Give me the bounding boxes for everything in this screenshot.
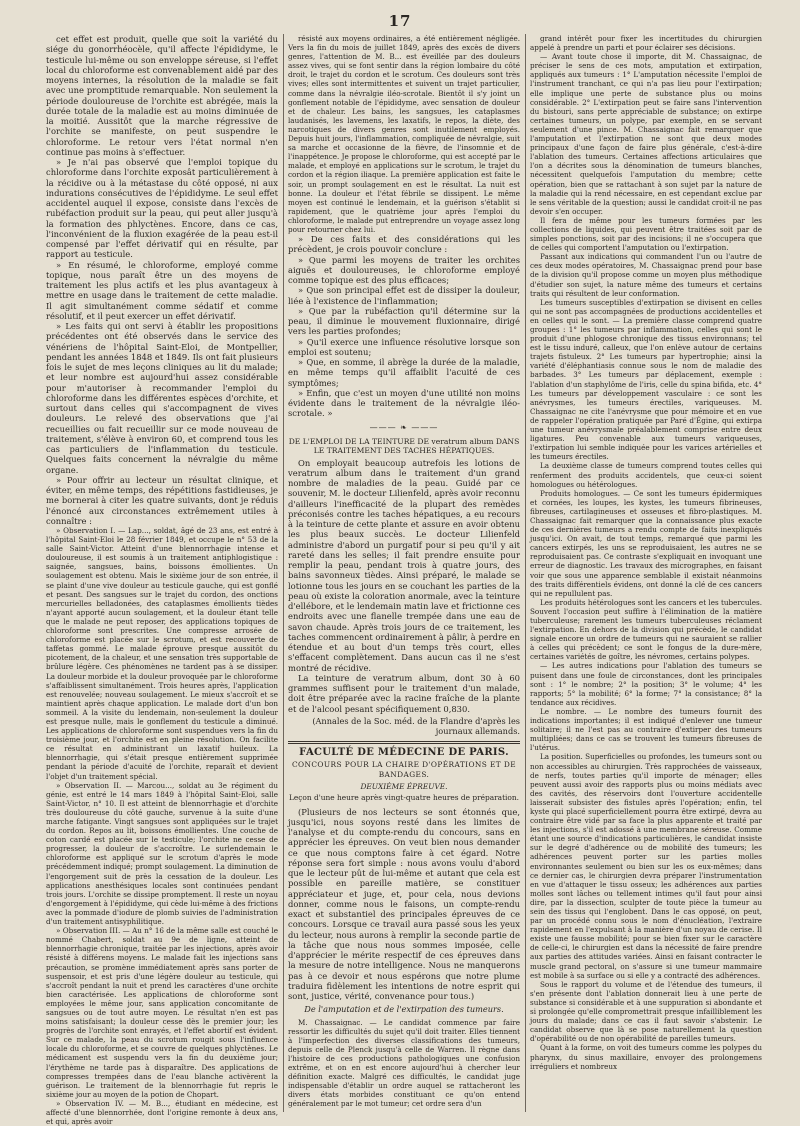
paragraph: On employait beaucoup autrefois les lotions de veratrum album dans le traitement d'un grand nombre de maladies de la peau. Guidé par ce souvenir, M. le docteur Lilienfeld, après avoir reconnu d'ailleurs l'inefficacité de la plupart des remèdes préconisés contre les taches hépatiques, a eu recours à la teinture de cette plante et assure en avoir obtenu les plus beaux succès. Le docteur Lilienfeld administre d'abord un purgatif pour si peu qu'il y ait rareté dans les selles; il fait prendre ensuite pour remplir la peau, pendant trois à quatre jours, des bains savonneux tièdes. Ainsi préparé, le malade se lotionne tous les jours en se couchant les parties de la peau où existe la coloration anormale, avec la teinture d'ellébore, et le lendemain matin lave et frictionne ces endroits avec une flanelle trempée dans une eau de savon chaude. Après trois jours de ce traitement, les taches commencent ordinairement à pâlir, à perdre en étendue et au bout d'un temps très court, elles s'effacent complètement. Dans aucun cas il ne s'est montré de récidive. <box>288 457 520 673</box>
paragraph: Le nombre. — Le nombre des tumeurs fournit des indications importantes; il est indiqué d'enlever une tumeur solitaire; il ne l'est pas au contraire d'extirper des tumeurs multipliées; dans ce cas se trouvent les tumeurs fibreuses de l'utérus. <box>530 706 762 753</box>
article-title: DE L'EMPLOI DE LA TEINTURE DE veratrum album DANS LE TRAITEMENT DES TACHES HÉPATIQUES. <box>288 436 520 456</box>
column-rule <box>283 34 284 1112</box>
subject-title: De l'amputation et de l'extirpation des tumeurs. <box>304 1004 504 1015</box>
column-2 <box>288 34 520 1112</box>
paragraph: Produits homologues. — Ce sont les tumeurs épidermiques et cornées, les loupes, les kystes, les tumeurs fibrineuses, fibreuses, cartilagineuses et osseuses et fibro-plastiques. M. Chassaignac fait remarquer que la connaissance plus exacte de ces dernières tumeurs a rendu compte de faits inexpliqués jusqu'ici. On avait, de tout temps, remarqué que parmi les cancers extirpés, les uns se reproduisaient, les autres ne se reproduisaient pas. Ce contraste s'expliquait en invoquant une erreur de diagnostic. Les travaux des micrographes, en faisant voir que sous une apparence semblable il existait néanmoins des traits différentiels évidens, ont donné la clé de ces cancers qui ne repullulent pas. <box>530 488 762 598</box>
paragraph: cet effet est produit, quelle que soit la variété du siége du gonorrhéocèle, qu'il affecte l'épididyme, le testicule lui-même ou son enveloppe séreuse, si l'effet local du chloroforme est convenablement aidé par des moyens internes, la résolution de la maladie se fait avec une promptitude remarquable. Non seulement la période douloureuse de l'orchite est abrégée, mais la durée totale de la maladie est au moins diminuée de la moitié. Aussitôt que la marche régressive de l'orchite se manifeste, on peut suspendre le chloroforme. Le retour vers l'état normal n'en continue pas moins à s'effectuer. <box>46 34 278 157</box>
column-rule <box>525 34 526 1112</box>
paragraph: » Pour offrir au lecteur un résultat clinique, et éviter, en même temps, des répétitions fastidieuses, je me bornerai à citer les quatre suivants, dont je réduis l'énoncé aux circonstances extrêmement utiles à connaître : <box>46 474 278 526</box>
paragraph: » En résumé, le chloroforme, employé comme topique, nous paraît être un des moyens de traitement les plus actifs et les plus avantageux à mettre en usage dans le traitement de cette maladie. Il agit simultanément comme sédatif et comme résolutif, et il peut exercer un effet dérivatif. <box>46 259 278 321</box>
observation: » Observation III. — Au n° 16 de la même salle est couché le nommé Chabert, soldat au 9e de ligne, atteint de blennorrhagie chronique, traitée par les injections, après avoir résisté à différens moyens. Le malade fait les injections sans précaution, se promène immédiatement après sans porter de suspensoir, et est pris d'une légère douleur au testicule, qui s'accroît pendant la nuit et prend les caractères d'une orchite bien caractérisée. Les applications de chloroforme sont employées le même jour, sans application concomitante de sangsues ou de tout autre moyen. Le résultat n'en est pas moins satisfaisant; la douleur cesse dès le premier jour; les progrès de l'orchite sont enrayés, et l'effet abortif est évident. Sur ce malade, la peau du scrotum rougit sous l'influence locale du chloroforme, et se couvre de quelques phlyctènes. Le médicament est suspendu vers la fin du deuxième jour; l'érythème ne tarde pas à disparaître. Des applications de compresses trempées dans de l'eau blanche activèrent la guérison. Le traitement de la blennorrhagie fut repris le sixième jour au moyen de la potion de Chopart. <box>46 926 278 1099</box>
paragraph: Quant à la forme, on voit des tumeurs comme les polypes du pharynx, du sinus maxillaire, envoyer des prolongemens irréguliers et nombreux <box>530 1043 762 1071</box>
section-heading: FACULTÉ DE MÉDECINE DE PARIS. <box>299 747 509 759</box>
paragraph: Il fera de même pour les tumeurs formées par les collections de liquides, qui peuvent être traitées soit par de simples ponctions, soit par des incisions; il ne s'occupera que de celles qui comportent l'amputation ou l'extirpation. <box>530 215 762 253</box>
paragraph: » Que son principal effet est de dissiper la douleur, liée à l'existence de l'inflammation; <box>288 285 520 306</box>
paragraph: (Plusieurs de nos lecteurs se sont étonnés que, jusqu'ici, nous soyons resté dans les limites de l'analyse et du compte-rendu du concours, sans en apprécier les épreuves. On veut bien nous demander ce que nous comptons faire à cet égard. Notre réponse sera fort simple : nous avons voulu d'abord que le lecteur pût de lui-même et autant que cela est possible en pareille matière, se constituer appréciateur et juge, et, pour cela, nous devions donner, comme nous le faisons, un compte-rendu exact et substantiel des principales épreuves de ce concours. Lorsque ce travail aura passé sous les yeux du lecteur, nous aurons à remplir la seconde partie de la tâche que nous nous sommes imposée, celle d'apprécier le mérite respectif de ces épreuves dans la mesure de notre intelligence. Nous ne manquerons pas à ce devoir et nous espérons que notre plume traduira fidèlement les intentions de notre esprit qui sont, justice, vérité, convenance pour tous.) <box>288 806 520 1002</box>
paragraph: Les tumeurs susceptibles d'extirpation se divisent en celles qui ne sont pas accompagnées de productions accidentelles et en celles qui le sont. — La première classe comprend quatre groupes : 1° les tumeurs par inflammation, celles qui sont le produit d'une phlogose chronique des tissus environnans; tel est le tissu induré, calleux, que l'on enlève autour de certains trajets fistuleux. 2° Les tumeurs par hypertrophie; ainsi la variété d'éléphantiasis connue sous le nom de maladie des barbades. 3° Les tumeurs par déplacement, exemple : l'ablation d'un staphylôme de l'iris, celle du spina bifida, etc. 4° Les tumeurs par développement vasculaire : ce sont les anévrysmes, les tumeurs érectiles, variqueuses. M. Chassaignac ne cite l'anévrysme que pour mémoire et en vue de rappeler l'opération pratiquée par Paré d'Égine, qui extirpa une tumeur anévrysmale préalablement comprise entre deux ligatures. Peu convenable aux tumeurs variqueuses, l'extirpation lui semble indiquée pour les varices artérielles et les tumeurs érectiles. <box>530 297 762 462</box>
epreuve-note: Leçon d'une heure après vingt-quatre heures de préparation. <box>289 793 519 803</box>
observation: » Observation IV. — M. B..., étudiant en médecine, est affecté d'une blennorrhée, dont l'origine remonte à deux ans, et qui, après avoir <box>46 1098 278 1126</box>
epreuve-heading: DEUXIÈME ÉPREUVE. <box>360 782 448 792</box>
paragraph: » Enfin, que c'est un moyen d'une utilité non moins évidente dans le traitement de la névralgie iléo-scrotale. » <box>288 387 520 419</box>
double-rule <box>288 741 520 744</box>
paragraph: » Que par la rubéfaction qu'il détermine sur la peau, il diminue le mouvement fluxionnaire, dirigé vers les parties profondes; <box>288 305 520 337</box>
section-subheading: CONCOURS POUR LA CHAIRE D'OPÉRATIONS ET DE BANDAGES. <box>292 759 516 779</box>
observation: » Observation II. — Marcou..., soldat au 3e régiment du génie, est entré le 14 mars 1849 à l'hôpital Saint-Eloi, salle Saint-Victor, n° 10. Il est atteint de blennorrhagie et d'orchite très douloureuse du côté gauche, survenue à la suite d'une marche fatigante. Vingt sangsues sont appliquées sur le trajet du cordon. Repos au lit, boissons émollientes. Une couche de coton cardé est placée sur le testicule; l'orchite ne cesse de progresser, la douleur de s'accroître. Le surlendemain le chloroforme est appliqué sur le scrotum d'après le mode précédemment indiqué; prompt soulagement. La diminution de l'engorgement suit de près la cessation de la douleur. Les applications anesthésiques locales sont continuées pendant trois jours. L'orchite se dissipe promptement. Il reste un noyau d'engorgement à l'épididyme, qui cède lui-même à des frictions avec la pommade d'iodure de plomb suivies de l'administration d'un traitement antisyphilitique. <box>46 780 278 927</box>
article-source: (Annales de la Soc. méd. de la Flandre d'après les journaux allemands. <box>312 715 520 737</box>
paragraph: » Que parmi les moyens de traiter les orchites aiguës et douloureuses, le chloroforme employé comme topique est des plus efficaces; <box>288 254 520 286</box>
paragraph: » Je n'ai pas observé que l'emploi topique du chloroforme dans l'orchite exposât particulièrement à la récidive ou à la métastase du côté opposé, ni aux indurations consécutives de l'épididyme. Le seul effet accidentel auquel il expose, consiste dans l'excès de rubéfaction produit sur la peau, qui peut aller jusqu'à la formation des phlyctènes. Encore, dans ce cas, l'inconvénient de la fluxion exagérée de la peau est-il compensé par l'effet dérivatif qui en résulte, par rapport au testicule. <box>46 157 278 260</box>
paragraph: M. Chassaignac. — Le candidat commence par faire ressortir les difficultés du sujet qu'il doit traiter. Elles tiennent à l'imperfection des diverses classifications des tumeurs, depuis celle de Plenck jusqu'à celle de Warren. Il règne dans l'histoire de ces productions pathologiques une confusion extrême, et on en est encore aujourd'hui à chercher leur définition exacte. Malgré ces difficultés, le candidat juge indispensable d'établir un ordre auquel se rattacheront les divers états morbides constituant ce qu'on entend généralement par le mot tumeur; cet ordre sera d'un <box>288 1017 520 1109</box>
ornament-separator: ——— ❧ ——— <box>369 422 439 432</box>
paragraph: » Les faits qui ont servi à établir les propositions précédentes ont été observés dans le service des vénériens de l'hôpital Saint-Eloi, de Montpellier, pendant les années 1848 et 1849. Ils ont fait plusieurs fois le sujet de mes leçons cliniques au lit du malade; et leur nombre est aujourd'hui assez considérable pour m'autoriser à recommander l'emploi du chloroforme dans les différentes espèces d'orchite, et surtout dans celles qui s'accompagnent de vives douleurs. Le relevé des observations que j'ai recueillies ou fait recueillir sur ce mode nouveau de traitement, s'élève à environ 60, et comprend tous les cas particuliers de l'inflammation du testicule. Quelques faits concernent la névralgie du même organe. <box>46 321 278 475</box>
page-number: 17 <box>388 12 412 30</box>
paragraph: grand intérêt pour fixer les incertitudes du chirurgien appelé à prendre un parti et pour éclairer ses décisions. <box>530 34 762 53</box>
paragraph: Sous le rapport du volume et de l'étendue des tumeurs, il s'en présente dont l'ablation donnerait lieu à une perte de substance si considérable et à une suppuration si abondante et si prolongée qu'elle compromettrait presque infailliblement les jours du malade; dans ce cas il faut savoir s'abstenir. Le candidat observe que là se pose naturellement la question d'opérabilité ou de non opérabilité de pareilles tumeurs. <box>530 979 762 1044</box>
paragraph: » Que, en somme, il abrège la durée de la maladie, en même temps qu'il affaiblit l'acuité de ces symptômes; <box>288 357 520 388</box>
paragraph: Passant aux indications qui commandent l'un ou l'autre de ces deux modes opératoires, M. Chassaignac prend pour base de la division qu'il propose comme un moyen plus méthodique d'étudier son sujet, la nature même des tumeurs et certains traits qui résultent de leur conformation. <box>530 252 762 298</box>
column-1 <box>46 34 278 1126</box>
paragraph: Les produits hétérologues sont les cancers et les tubercules. Souvent l'occasion peut suffire à l'élimination de la matière tuberculeuse; rarement les tumeurs tuberculeuses réclament l'extirpation. En dehors de la division qui précède, le candidat signale encore un ordre de tumeurs qui ne sauraient se rallier à celles qui précèdent; ce sont le fongus de la dure-mère, certaines variétés de goître, les névromes, certains polypes. <box>530 597 762 662</box>
paragraph: — Les autres indications pour l'ablation des tumeurs se puisent dans une foule de circonstances, dont les principales sont : 1° le nombre; 2° la position; 3° le volume; 4° les rapports; 5° la mobilité; 6° la forme; 7° la consistance; 8° la tendance aux récidives. <box>530 661 762 707</box>
paragraph: — Avant toute chose il importe, dit M. Chassaignac, de préciser le sens de ces mots, amputation et extirpation, appliqués aux tumeurs : 1° L'amputation nécessite l'emploi de l'instrument tranchant, ce qui n'a pas lieu pour l'extirpation; elle implique une perte de substance plus ou moins considérable. 2° L'extirpation peut se faire sans l'intervention du bistouri, sans perte appréciable de substance; on extirpe certaines tumeurs, un polype, par exemple, en se servant seulement d'une pince. M. Chassaignac fait remarquer que l'amputation et l'extirpation ne sont que deux modes principaux d'une façon de faire plus générale, c'est-à-dire l'ablation des tumeurs. Certaines affections articulaires que l'on a décrites sous la dénomination de tumeurs blanches, nécessitent quelquefois l'amputation du membre; cette opération, bien que se rattachant à son sujet par la nature de la maladie qui la rend nécessaire, en est cependant exclue par le sens véritable de la question; aussi le candidat croit-il ne pas devoir s'en occuper. <box>530 52 762 216</box>
observation: » Observation I. — Lap..., soldat, âgé de 23 ans, est entré à l'hôpital Saint-Eloi le 28 février 1849, et occupe le n° 53 de la salle Saint-Victor. Atteint d'une blennorrhagie intense et douloureuse, il est soumis à un traitement antiphlogistique : saignée, sangsues, bains, boissons émollientes. Un soulagement est obtenu. Mais le sixième jour de son entrée, il se plaint d'une vive douleur au testicule gauche, qui est gonflé et pesant. Des sangsues sur le trajet du cordon, des onctions mercurielles belladonées, des cataplasmes émollients tièdes n'ayant apporté aucun soulagement, et la douleur étant telle que le malade ne peut reposer, des applications topiques de chloroforme sont prescrites. Une compresse arrosée de chloroforme est placée sur le scrotum, et est recouverte de taffetas gommé. Le malade éprouve presque aussitôt du picotement, de la chaleur, et une sensation très supportable de brûlure légère. Ces phénomènes ne tardent pas à se dissiper. La douleur morbide et la douleur provoquée par le chloroforme s'affaiblissent simultanément. Trois heures après, l'application est renouvelée; nouveau soulagement. Le mieux s'accroît et se maintient après chaque application. Le malade dort d'un bon sommeil. A la visite du lendemain, non-seulement la douleur est presque nulle, mais le gonflement du testicule a diminué. Les applications de chloroforme sont suspendues vers la fin du troisième jour, et l'orchite est en pleine résolution. On facilite ce résultat en administrant un laxatif huileux. La blennorrhagie, qui s'était presque entièrement supprimée pendant la période d'acuité de l'orchite, reparaît et devient l'objet d'un traitement spécial. <box>46 526 278 781</box>
observation-continued: résisté aux moyens ordinaires, a été entièrement négligée. Vers la fin du mois de juillet 1849, après des excès de divers genres, l'attention de M. B... est éveillée par des douleurs assez vives, qui se font sentir dans la région lombaire du côté droit, le trajet du cordon et le scrotum. Ces douleurs sont très vives; elles sont intermittentes et suivent un trajet particulier, comme dans la névralgie iléo-scrotale. Bientôt il s'y joint un gonflement notable de l'épididyme, avec sensation de douleur et de chaleur. Les bains, les sangsues, les cataplasmes laudanisés, les lavemens, les laxatifs, le repos, la diète, des narcotiques de divers genres sont inutilement employés. Depuis huit jours, l'inflammation, compliquée de névralgie, suit sa marche et occasionne de la fièvre, de l'insomnie et de l'inappétence. Je propose le chloroforme, qui est accepté par le malade, et employé en applications sur le scrotum, le trajet du cordon et la région iliaque. La première application est faite le soir, un prompt soulagement en est le résultat. La nuit est bonne. La douleur et l'état fébrile se dissipent. Le même moyen est continué le lendemain, et la guérison s'établit si rapidement, que le quatrième jour après l'emploi du chloroforme, le malade put entreprendre un voyage assez long pour retourner chez lui. <box>288 34 520 234</box>
paragraph: La position. Superficielles ou profondes, les tumeurs sont ou non accessibles au chirurgien. Très rapprochées de vaisseaux, de nerfs, toutes parties qu'il importe de ménager; elles peuvent aussi avoir des rapports plus ou moins médiats avec des cavités, des réservoirs dont l'ouverture accidentelle laisserait subsister des fistules après l'opération; enfin, tel kyste qui placé superficiellement pourra être extirpé, devra au contraire être vidé par sa face la plus apparente et traité par les injections, s'il est adossé à une membrane séreuse. Comme étant une source d'indications particulières, le candidat insiste sur le degré d'adhérence ou de mobilité des tumeurs; les adhérences peuvent porter sur les parties molles environnantes seulement ou bien sur les os eux-mêmes; dans ce dernier cas, le chirurgien devra préparer l'instrumentation en vue d'attaquer le tissu osseux; les adhérences aux parties molles sont lâches ou tellement intimes qu'il faut pour ainsi dire, par la dissection, sculpter de toute pièce la tumeur au sein des tissus qui l'englobent. Dans le cas opposé, on peut, par un procédé connu sous le nom d'énucléation, l'extraire rapidement en l'expulsant à la manière d'un noyau de cerise. Il existe une fausse mobilité; pour se bien fixer sur le caractère de celle-ci, le chirurgien est dans la nécessité de faire prendre aux parties des attitudes variées. Ainsi en faisant contracter le muscle grand pectoral, on s'assure si une tumeur mammaire est mobile à sa surface ou si elle y a contracté des adhérences. <box>530 752 762 980</box>
paragraph: » De ces faits et des considérations qui les précèdent, je crois pouvoir conclure : <box>288 234 520 255</box>
paragraph: La teinture de veratrum album, dont 30 à 60 grammes suffisent pour le traitement d'un malade, doit être préparée avec la racine fraîche de la plante et de l'alcool pesant spécifiquement 0,830. <box>288 672 520 714</box>
column-3 <box>530 34 762 1112</box>
paragraph: » Qu'il exerce une influence résolutive lorsque son emploi est soutenu; <box>288 336 520 357</box>
paragraph: La deuxième classe de tumeurs comprend toutes celles qui renferment des produits accidentels, que ceux-ci soient homologues ou hétérologues. <box>530 461 762 489</box>
